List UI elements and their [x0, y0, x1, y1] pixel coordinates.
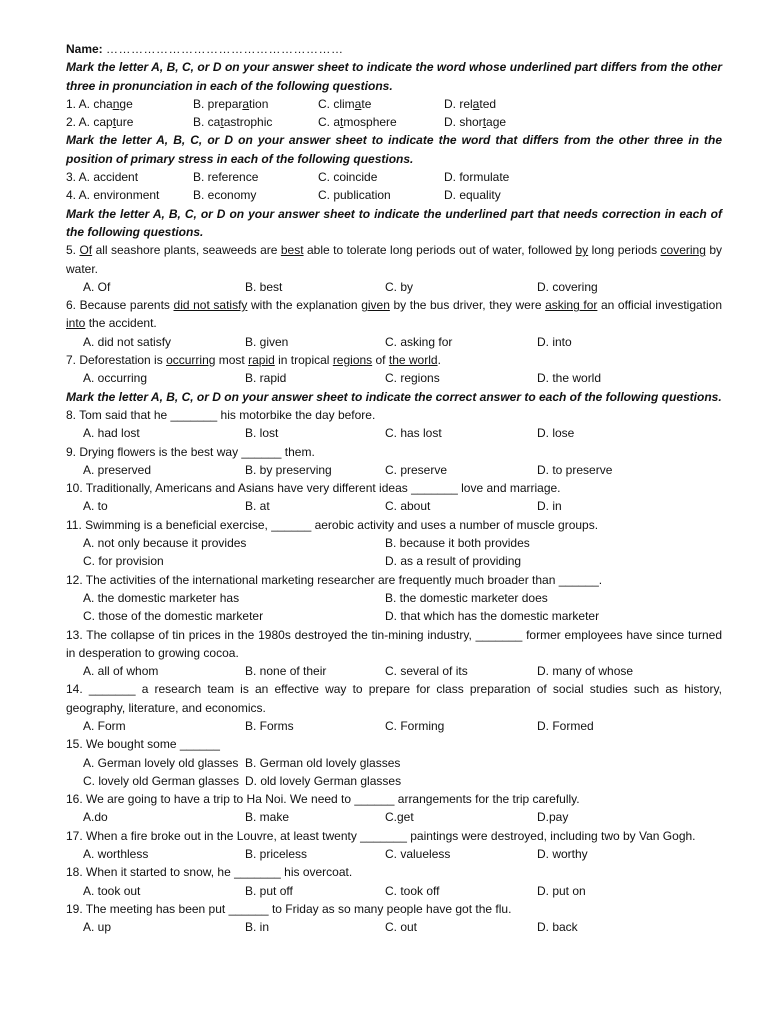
pronunciation-section	[66, 95, 722, 132]
instruction-stress: Mark the letter A, B, C, or D on your answer sheet to indicate the word that differs from the other three in the position of primary stress in each of the following questions.	[66, 133, 722, 166]
option-text: B. ca	[193, 115, 221, 130]
answer-option: C. coincide	[318, 170, 378, 185]
answer-option	[318, 95, 444, 113]
stem-text: 6. Because parents	[66, 298, 174, 313]
option-text: C. clim	[318, 96, 355, 111]
answer-option: C. those of the domestic marketer	[83, 609, 264, 624]
question-row	[66, 95, 722, 113]
instruction-error-correction: Mark the letter A, B, C, or D on your answer sheet to indicate the underlined part that needs correction in each of the following questions.	[66, 206, 722, 239]
underlined-part: covering	[660, 243, 706, 258]
question-row	[66, 168, 722, 186]
question-stem: 11. Swimming is a beneficial exercise, ______ aerobic activity and uses a number of muscle groups.	[66, 517, 599, 532]
option-text: age	[486, 115, 507, 130]
underlined-letter: a	[242, 96, 250, 111]
answer-option: C. by	[385, 279, 414, 294]
underlined-part: regions	[332, 353, 373, 368]
answer-option: A. up	[83, 920, 112, 935]
question-row	[66, 186, 722, 204]
answer-options	[66, 918, 722, 936]
answer-option: D. lose	[537, 426, 575, 441]
answer-option: B. at	[245, 499, 270, 514]
underlined-part: rapid	[248, 353, 275, 368]
answer-option: B. best	[245, 279, 283, 294]
question-stem: 12. The activities of the international marketing researcher are frequently much broader than ______.	[66, 572, 603, 587]
answer-option: C. lovely old German glasses	[83, 773, 240, 788]
underlined-part: by	[575, 243, 589, 258]
underlined-part: occurring	[166, 353, 216, 368]
answer-option: 3. A. accident	[66, 170, 139, 185]
stem-text: by water.	[66, 243, 723, 276]
underlined-letter: n	[112, 96, 120, 111]
underlined-letter: t	[112, 115, 117, 130]
answer-option: A. German lovely old glasses	[83, 755, 239, 770]
underlined-letter: t	[220, 115, 224, 130]
option-text: tion	[249, 96, 269, 111]
answer-options	[66, 369, 722, 387]
answer-option: D. into	[537, 334, 572, 349]
question-stem	[66, 241, 722, 278]
stem-text: with the explanation	[247, 298, 362, 313]
option-text: C. a	[318, 115, 341, 130]
underlined-part: Of	[79, 243, 93, 258]
stem-text: in tropical	[274, 353, 333, 368]
answer-option: C. asking for	[385, 334, 453, 349]
question-stem	[66, 351, 722, 369]
answer-option: A. worthless	[83, 847, 149, 862]
name-line	[66, 40, 722, 58]
underlined-part: best	[280, 243, 304, 258]
answer-options	[66, 662, 722, 680]
question-stem: 16. We are going to have a trip to Ha Noi. We need to ______ arrangements for the trip carefully.	[66, 792, 580, 807]
question-stem	[66, 296, 722, 333]
option-text: D. rel	[444, 96, 473, 111]
stem-text: all seashore plants, seaweeds are	[92, 243, 281, 258]
answer-option: D. that which has the domestic marketer	[385, 609, 600, 624]
answer-options	[66, 424, 722, 442]
underlined-letter: a	[354, 96, 362, 111]
answer-option: B. because it both provides	[385, 536, 530, 551]
answer-option: D. worthy	[537, 847, 588, 862]
question-stem: 19. The meeting has been put ______ to Friday as so many people have got the flu.	[66, 901, 512, 916]
answer-options	[66, 717, 722, 735]
answer-option: B. put off	[245, 883, 293, 898]
stem-text: most	[215, 353, 249, 368]
answer-option: D. formulate	[444, 170, 510, 185]
answer-option: C. valueless	[385, 847, 451, 862]
question-stem: 15. We bought some ______	[66, 737, 220, 752]
answer-option: D. in	[537, 499, 562, 514]
answer-option: 4. A. environment	[66, 188, 160, 203]
answer-options	[66, 845, 722, 863]
option-text: astrophic	[223, 115, 273, 130]
answer-option: B. rapid	[245, 371, 287, 386]
answer-options	[66, 534, 722, 552]
option-text: te	[361, 96, 372, 111]
option-text: ure	[116, 115, 134, 130]
answer-option: B. by preserving	[245, 462, 332, 477]
underlined-part: into	[66, 316, 86, 331]
answer-option: B. German old lovely glasses	[245, 755, 401, 770]
stem-text: long periods	[588, 243, 661, 258]
answer-option: A. did not satisfy	[83, 334, 172, 349]
answer-option: A. Form	[83, 718, 126, 733]
option-text: ge	[119, 96, 133, 111]
answer-option: B. priceless	[245, 847, 308, 862]
question-stem: 10. Traditionally, Americans and Asians have very different ideas _______ love and marriage.	[66, 481, 561, 496]
answer-option	[66, 113, 193, 131]
option-text: B. prepar	[193, 96, 243, 111]
question-row	[66, 113, 722, 131]
name-label: Name:	[66, 42, 103, 56]
underlined-letter: a	[472, 96, 480, 111]
answer-option: B. economy	[193, 188, 257, 203]
underlined-letter: t	[340, 115, 344, 130]
option-text: 2. A. cap	[66, 115, 113, 130]
option-text: D. shor	[444, 115, 483, 130]
answer-option: D. as a result of providing	[385, 554, 522, 569]
answer-options	[66, 552, 722, 570]
answer-option: C. Forming	[385, 718, 445, 733]
answer-options	[66, 808, 722, 826]
answer-options	[66, 497, 722, 515]
answer-option: A. preserved	[83, 462, 152, 477]
name-blank: …………………………………………………	[106, 42, 344, 56]
stem-text: the accident.	[85, 316, 157, 331]
answer-option: D. old lovely German glasses	[245, 773, 402, 788]
answer-option: C.get	[385, 810, 414, 825]
answer-option	[193, 95, 318, 113]
answer-option: D. put on	[537, 883, 586, 898]
question-stem: 14. _______ a research team is an effective way to prepare for class preparation of social studies such as history, geography, literature, and economics.	[66, 682, 722, 715]
answer-option: D. covering	[537, 279, 598, 294]
stem-text: of	[372, 353, 389, 368]
answer-option: D.pay	[537, 810, 569, 825]
option-text: ted	[479, 96, 497, 111]
underlined-part: given	[361, 298, 390, 313]
multiple-choice-section	[66, 406, 722, 937]
stem-text: 7. Deforestation is	[66, 353, 167, 368]
stress-section	[66, 168, 722, 205]
stem-text: 5.	[66, 243, 80, 258]
answer-option: C. several of its	[385, 664, 468, 679]
answer-option: A. to	[83, 499, 108, 514]
answer-option: C. for provision	[83, 554, 164, 569]
question-stem: 18. When it started to snow, he _______ his overcoat.	[66, 865, 353, 880]
answer-options	[66, 607, 722, 625]
answer-option: B. given	[245, 334, 289, 349]
answer-option: A. not only because it provides	[83, 536, 247, 551]
question-stem: 13. The collapse of tin prices in the 1980s destroyed the tin-mining industry, _______ former employees have since turned in desperation to growing cocoa.	[66, 627, 722, 660]
answer-option: C. publication	[318, 188, 391, 203]
answer-option: A. occurring	[83, 371, 148, 386]
underlined-part: did not satisfy	[173, 298, 248, 313]
answer-option: D. the world	[537, 371, 602, 386]
answer-options	[66, 461, 722, 479]
answer-option: B. Forms	[245, 718, 294, 733]
worksheet	[66, 40, 722, 937]
answer-option: A. Of	[83, 279, 111, 294]
answer-option: A. had lost	[83, 426, 140, 441]
answer-option: B. lost	[245, 426, 279, 441]
answer-option: C. about	[385, 499, 431, 514]
answer-option: A. the domestic marketer has	[83, 590, 240, 605]
answer-option	[444, 113, 506, 131]
underlined-part: the world	[388, 353, 438, 368]
option-text: 1. A. cha	[66, 96, 113, 111]
answer-option: A.do	[83, 810, 108, 825]
answer-options	[66, 589, 722, 607]
answer-option: A. took out	[83, 883, 141, 898]
error-correction-section	[66, 241, 722, 387]
answer-option: B. make	[245, 810, 290, 825]
answer-option: D. many of whose	[537, 664, 634, 679]
answer-option: C. preserve	[385, 462, 448, 477]
instruction-pronunciation: Mark the letter A, B, C, or D on your answer sheet to indicate the word whose underlined part differs from the other three in pronunciation in each of the following questions.	[66, 60, 722, 93]
underlined-letter: t	[482, 115, 487, 130]
instruction-multiple-choice: Mark the letter A, B, C, or D on your answer sheet to indicate the correct answer to each of the following questions.	[66, 389, 722, 404]
stem-text: an official investigation	[597, 298, 723, 313]
answer-option: C. took off	[385, 883, 440, 898]
question-stem: 8. Tom said that he _______ his motorbike the day before.	[66, 407, 376, 422]
answer-option: D. back	[537, 920, 578, 935]
stem-text: by the bus driver, they were	[389, 298, 546, 313]
answer-options	[66, 882, 722, 900]
answer-option: B. the domestic marketer does	[385, 590, 548, 605]
underlined-part: asking for	[545, 298, 598, 313]
answer-option: B. reference	[193, 170, 259, 185]
answer-options	[66, 278, 722, 296]
answer-option	[318, 113, 444, 131]
answer-options	[66, 333, 722, 351]
answer-option	[66, 95, 193, 113]
answer-options	[66, 754, 722, 772]
answer-option: B. in	[245, 920, 270, 935]
stem-text: able to tolerate long periods out of water, followed	[303, 243, 576, 258]
question-stem: 17. When a fire broke out in the Louvre, at least twenty _______ paintings were destroyed, including two by Van Gogh.	[66, 828, 696, 843]
option-text: mosphere	[343, 115, 397, 130]
question-stem: 9. Drying flowers is the best way ______ them.	[66, 444, 315, 459]
answer-option: C. regions	[385, 371, 440, 386]
answer-option: A. all of whom	[83, 664, 159, 679]
answer-option: C. has lost	[385, 426, 442, 441]
answer-option: B. none of their	[245, 664, 327, 679]
answer-option: D. to preserve	[537, 462, 613, 477]
stem-text: .	[437, 353, 441, 368]
answer-option	[444, 95, 496, 113]
answer-option: D. equality	[444, 188, 501, 203]
answer-options	[66, 772, 722, 790]
answer-option: C. out	[385, 920, 418, 935]
answer-option	[193, 113, 318, 131]
answer-option: D. Formed	[537, 718, 594, 733]
